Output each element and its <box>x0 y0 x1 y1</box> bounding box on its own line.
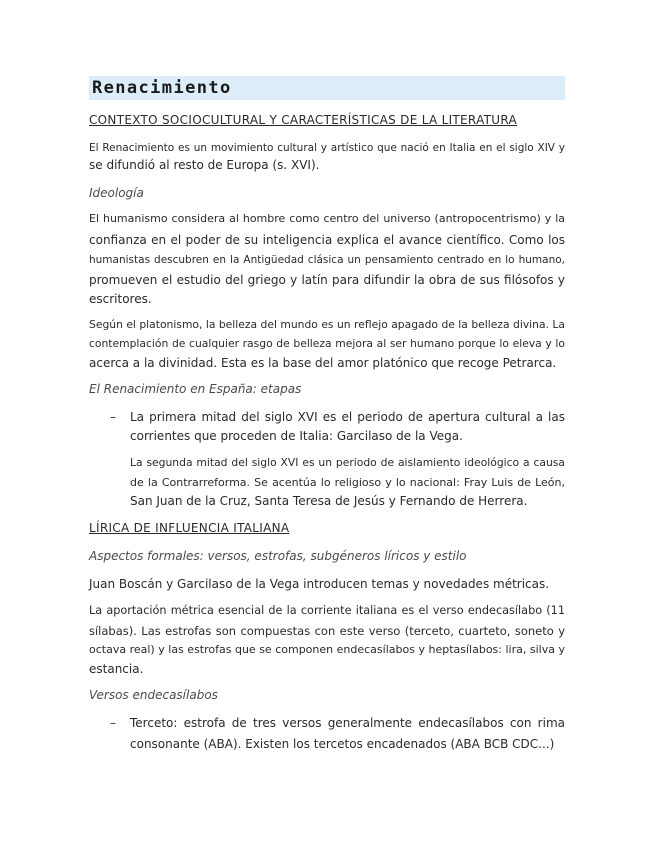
terceto-line-1: Terceto: estrofa de tres versos generalmente endecasílabos con rima <box>130 716 565 730</box>
intro-line-1: El Renacimiento es un movimiento cultural y artístico que nació en Italia en el siglo XIV y <box>89 142 565 154</box>
stages-heading: El Renacimiento en España: etapas <box>89 382 302 396</box>
humanism-line-2: confianza en el poder de su inteligencia explica el avance científico. Como los <box>89 233 565 247</box>
platonism-line-1: Según el platonismo, la belleza del mundo es un reflejo apagado de la belleza divina. La <box>89 318 565 331</box>
humanism-line-5: escritores. <box>89 292 152 306</box>
stage2-line-3: San Juan de la Cruz, Santa Teresa de Jesús y Fernando de Herrera. <box>130 494 528 508</box>
verses-heading: Versos endecasílabos <box>89 688 218 702</box>
page-title: Renacimiento <box>92 78 232 98</box>
humanism-line-1: El humanismo considera al hombre como centro del universo (antropocentrismo) y la <box>89 212 565 225</box>
humanism-line-3: humanistas descubren en la Antigüedad clásica un pensamiento centrado en lo humano, <box>89 254 565 266</box>
bullet-dash: – <box>110 410 116 424</box>
metric-line-4: estancia. <box>89 662 144 676</box>
terceto-line-2: consonante (ABA). Existen los tercetos encadenados (ABA BCB CDC...) <box>130 737 555 751</box>
section-heading-context: CONTEXTO SOCIOCULTURAL Y CARACTERÍSTICAS DE LA LITERATURA <box>89 113 518 127</box>
stage1-line-1: La primera mitad del siglo XVI es el periodo de apertura cultural a las <box>130 410 565 424</box>
formal-aspects-heading: Aspectos formales: versos, estrofas, subgéneros líricos y estilo <box>89 549 467 563</box>
section-heading-lirica: LÍRICA DE INFLUENCIA ITALIANA <box>89 521 290 535</box>
stage2-line-1: La segunda mitad del siglo XVI es un periodo de aislamiento ideológico a causa <box>130 456 565 469</box>
ideology-heading: Ideología <box>89 186 144 200</box>
platonism-line-2: contemplación de cualquier rasgo de belleza mejora al ser humano porque lo eleva y lo <box>89 337 565 350</box>
humanism-line-4: promueven el estudio del griego y latín para difundir la obra de sus filósofos y <box>89 273 565 287</box>
bullet-dash: – <box>110 716 116 730</box>
stage1-line-2: corrientes que proceden de Italia: Garcilaso de la Vega. <box>130 429 463 443</box>
platonism-line-3: acerca a la divinidad. Esta es la base del amor platónico que recoge Petrarca. <box>89 356 557 370</box>
metric-line-1: La aportación métrica esencial de la corriente italiana es el verso endecasílabo (11 <box>89 604 565 617</box>
metric-line-2: sílabas). Las estrofas son compuestas con este verso (terceto, cuarteto, soneto y <box>89 624 565 638</box>
intro-line-2: se difundió al resto de Europa (s. XVI). <box>89 158 320 172</box>
metric-line-3: octava real) y las estrofas que se componen endecasílabos y heptasílabos: lira, silva y <box>89 643 565 656</box>
boscan-line: Juan Boscán y Garcilaso de la Vega introducen temas y novedades métricas. <box>89 577 550 591</box>
stage2-line-2: de la Contrarreforma. Se acentúa lo religioso y lo nacional: Fray Luis de León, <box>130 476 565 489</box>
